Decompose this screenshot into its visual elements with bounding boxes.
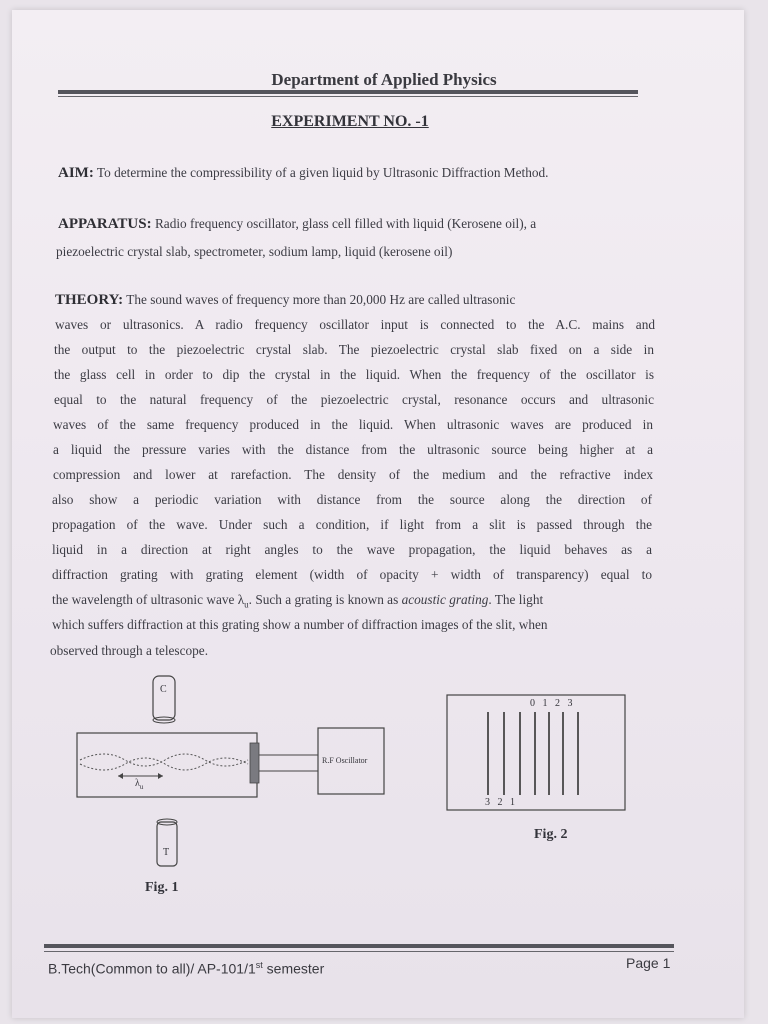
- theory-line-4: the glass cell in order to dip the crystal in the liquid. When the frequency of the oscillator is: [54, 367, 654, 382]
- aim-text: To determine the compressibility of a given liquid by Ultrasonic Diffraction Method.: [96, 165, 549, 180]
- fig1-label-c: C: [160, 684, 167, 695]
- footer-course: [48, 960, 324, 977]
- page-number: Page 1: [626, 955, 671, 971]
- footer-course-text: B.Tech(Common to all)/ AP-101/1: [48, 960, 256, 977]
- lambda-subscript: u: [244, 599, 249, 610]
- theory-line-8: compression and lower at rarefaction. The density of the medium and the refractive index: [53, 467, 653, 482]
- acoustic-grating-term: acoustic grating: [401, 592, 489, 607]
- fig2-bottom-orders: 3 2 1: [485, 797, 515, 808]
- lambda-sub: u: [139, 783, 144, 791]
- fig1-label-t: T: [163, 847, 170, 858]
- theory-line-13-mid: . Such a grating is known as: [248, 592, 402, 607]
- theory-line-5: equal to the natural frequency of the piezoelectric crystal, resonance occurs and ultrasonic: [54, 392, 654, 407]
- fig2-caption: Fig. 2: [534, 827, 568, 842]
- theory-line-1: [55, 292, 647, 309]
- apparatus-line-2: piezoelectric crystal slab, spectrometer, sodium lamp, liquid (kerosene oil): [56, 244, 453, 259]
- header-rule-thin: [58, 96, 638, 97]
- theory-line-13: [52, 592, 652, 610]
- theory-line-13-pre: the wavelength of ultrasonic wave λ: [52, 592, 245, 607]
- theory-label: THEORY:: [55, 292, 124, 308]
- theory-line-14: which suffers diffraction at this grating show a number of diffraction images of the slit, when: [52, 617, 548, 632]
- fig2-top-orders: 0 1 2 3: [530, 698, 573, 709]
- wavelength-label: [135, 778, 143, 791]
- footer-course-sup: st: [255, 960, 263, 970]
- theory-line-9: also show a periodic variation with distance from the source along the direction of: [52, 492, 652, 507]
- experiment-title: EXPERIMENT NO. -1: [271, 113, 429, 130]
- footer-course-semester: semester: [262, 960, 325, 977]
- document-page: [12, 10, 744, 1018]
- aim-label: AIM:: [58, 165, 94, 181]
- theory-line-11: liquid in a direction at right angles to the wave propagation, the liquid behaves as a: [52, 542, 652, 557]
- theory-line-13-post: . The light: [488, 592, 544, 607]
- theory-line-15: observed through a telescope.: [50, 643, 209, 658]
- apparatus-text-1: Radio frequency oscillator, glass cell filled with liquid (Kerosene oil), a: [154, 216, 537, 231]
- lambda-symbol: λ: [135, 778, 140, 789]
- theory-line-10: propagation of the wave. Under such a condition, if light from a slit is passed through the: [52, 517, 652, 532]
- apparatus-line-1: [58, 216, 536, 233]
- fig1-caption: Fig. 1: [145, 880, 179, 895]
- theory-line-12: diffraction grating with grating element (width of opacity + width of transparency) equal to: [52, 567, 652, 582]
- rf-oscillator-label: R.F Oscillator: [322, 756, 368, 765]
- aim-paragraph: [58, 165, 548, 182]
- theory-line-6: waves of the same frequency produced in the liquid. When ultrasonic waves are produced in: [53, 417, 653, 432]
- header-rule: [58, 90, 638, 94]
- theory-line-7: a liquid the pressure varies with the distance from the ultrasonic source being higher at a: [53, 442, 653, 457]
- theory-text-1: The sound waves of frequency more than 20,000 Hz are called ultrasonic: [126, 292, 516, 307]
- department-title: Department of Applied Physics: [271, 70, 497, 89]
- theory-line-2: waves or ultrasonics. A radio frequency oscillator input is connected to the A.C. mains and: [55, 317, 655, 332]
- apparatus-label: APPARATUS:: [58, 216, 152, 232]
- theory-line-3: the output to the piezoelectric crystal slab. The piezoelectric crystal slab fixed on a side in: [54, 342, 654, 357]
